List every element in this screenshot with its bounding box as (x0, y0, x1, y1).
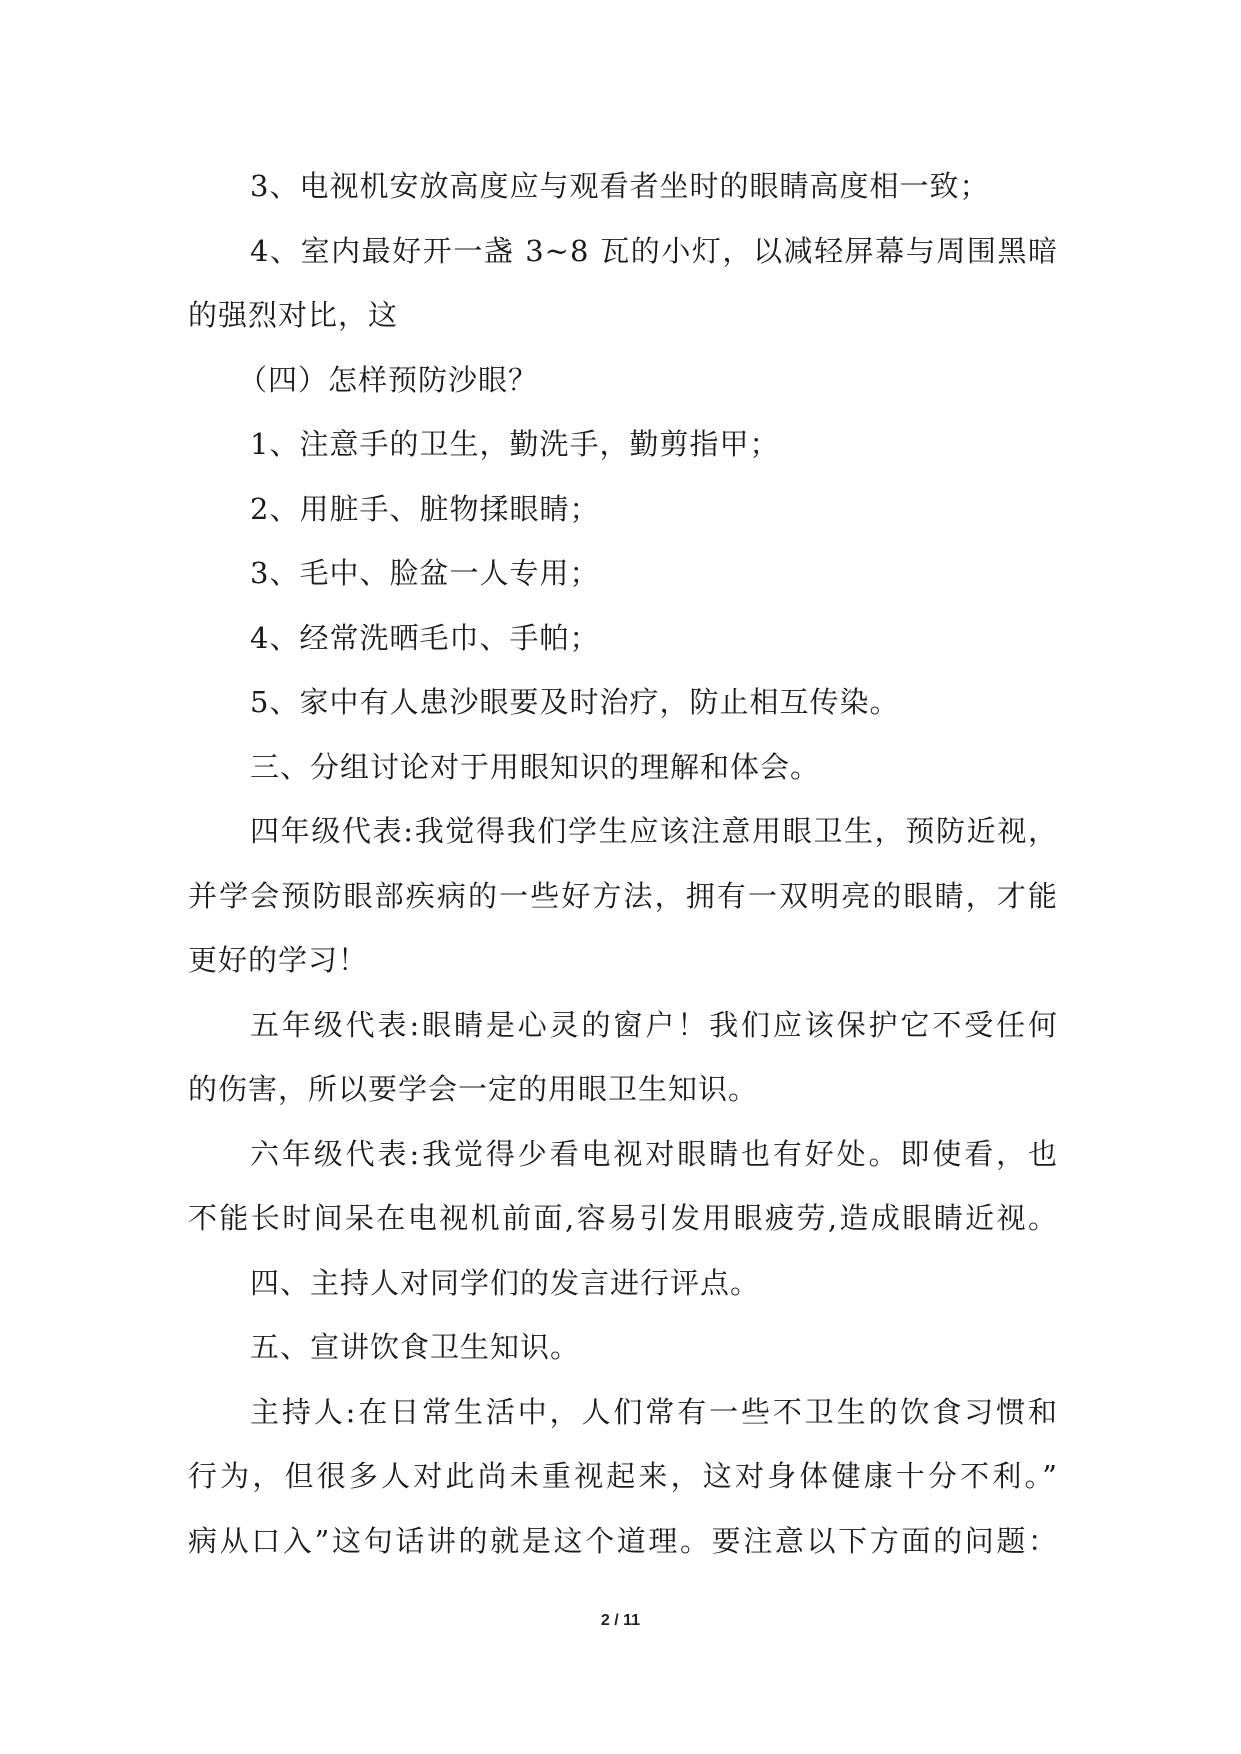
paragraph-line: 的伤害，所以要学会一定的用眼卫生知识。 (188, 1072, 759, 1106)
section-heading: （四）怎样预防沙眼？ (238, 362, 539, 397)
paragraph-line: 主持人:在日常生活中，人们常有一些不卫生的饮食习惯和 (250, 1394, 1058, 1429)
paragraph-line: 行为，但很多人对此尚未重视起来，这对身体健康十分不利。” (188, 1459, 1058, 1493)
list-item: 1、注意手的卫生，勤洗手，勤剪指甲； (250, 427, 780, 461)
paragraph-line: 并学会预防眼部疾病的一些好方法，拥有一双明亮的眼睛，才能 (188, 878, 1058, 913)
section-heading: 四、主持人对同学们的发言进行评点。 (250, 1265, 761, 1300)
list-item: 4、经常洗晒毛巾、手帕； (250, 620, 600, 655)
list-item: 2、用脏手、脏物揉眼睛； (250, 491, 600, 526)
list-item: 4、室内最好开一盏 3~8 瓦的小灯，以减轻屏幕与周围黑暗 (250, 233, 1058, 268)
list-item: 3、电视机安放高度应与观看者坐时的眼睛高度相一致； (250, 169, 990, 203)
page-number: 2 / 11 (600, 1612, 641, 1629)
paragraph-line: 的强烈对比，这 (188, 298, 399, 332)
list-item: 3、毛中、脸盆一人专用； (250, 556, 600, 590)
body-text (188, 154, 1058, 1573)
paragraph-line: 更好的学习！ (188, 943, 369, 977)
section-heading: 五、宣讲饮食卫生知识。 (250, 1330, 581, 1364)
paragraph-line: 四年级代表:我觉得我们学生应该注意用眼卫生，预防近视， (250, 814, 1058, 848)
paragraph-line: 病从口入”这句话讲的就是这个道理。要注意以下方面的问题： (188, 1523, 1058, 1558)
section-heading: 三、分组讨论对于用眼知识的理解和体会。 (250, 749, 821, 784)
paragraph-line: 五年级代表:眼睛是心灵的窗户！我们应该保护它不受任何 (250, 1007, 1058, 1042)
list-item: 5、家中有人患沙眼要及时治疗，防止相互传染。 (250, 685, 900, 719)
paragraph-line: 不能长时间呆在电视机前面,容易引发用眼疲劳,造成眼睛近视。 (188, 1201, 1058, 1235)
paragraph-line: 六年级代表:我觉得少看电视对眼睛也有好处。即使看，也 (250, 1136, 1058, 1171)
